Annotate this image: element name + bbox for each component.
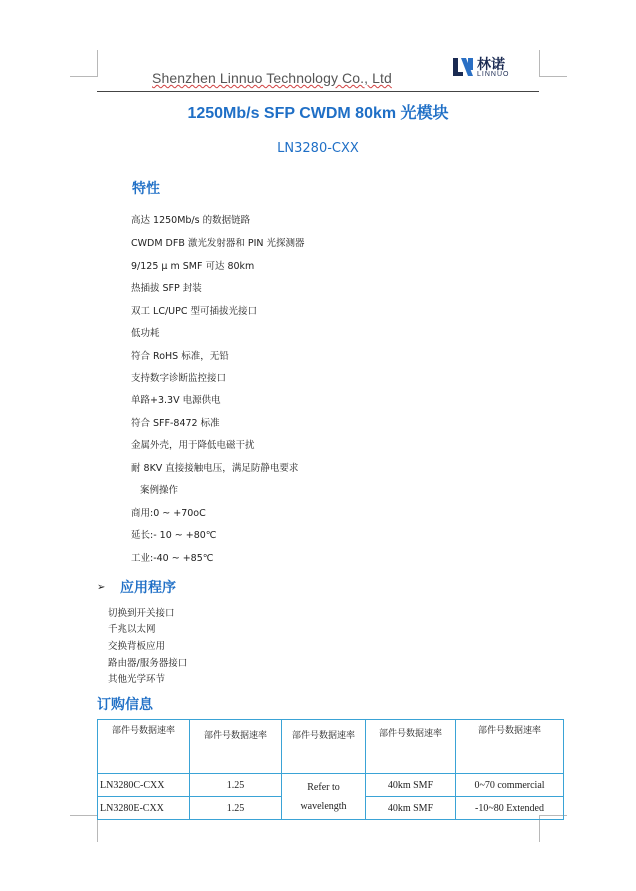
table-row	[98, 774, 564, 797]
feature-item-rohs	[131, 348, 229, 362]
order-table	[97, 719, 564, 820]
table-cell: 1.25	[190, 797, 282, 820]
feature-item: 单路+3.3V 电源供电	[131, 395, 221, 406]
order-info-heading: 订购信息	[97, 697, 153, 713]
table-cell: -10~80 Extended	[456, 797, 564, 820]
applications-heading: 应用程序	[120, 580, 176, 596]
feature-item: 高达 1250Mb/s 的数据链路	[131, 215, 251, 226]
feature-item: 耐 8KV 直接接触电压，满足防静电要求	[131, 463, 299, 474]
table-header-cell: 部件号数据速率	[456, 720, 564, 774]
document-title: 1250Mb/s SFP CWDM 80km 光模块	[187, 105, 449, 122]
company-logo	[452, 55, 524, 81]
linnuo-logo-icon	[452, 55, 474, 79]
table-header-cell: 部件号数据速率	[190, 720, 282, 774]
model-number: LN3280-CXX	[277, 141, 359, 156]
table-cell: 0~70 commercial	[456, 774, 564, 797]
crop-mark	[540, 76, 567, 77]
application-item: 千兆以太网	[108, 624, 156, 635]
crop-mark	[70, 815, 97, 816]
table-cell: 40km SMF	[366, 774, 456, 797]
feature-item: 双工 LC/UPC 型可插拔光接口	[131, 306, 257, 317]
application-item: 交换背板应用	[108, 641, 166, 652]
header-divider	[97, 91, 539, 92]
feature-item: 热插拔 SFP 封装	[131, 283, 202, 294]
table-cell: LN3280E-CXX	[98, 797, 190, 820]
feature-item: 延长:- 10 ~ +80℃	[131, 530, 217, 541]
table-cell-merged	[282, 774, 366, 820]
application-item: 路由器/服务器接口	[108, 658, 188, 669]
feature-item: 工业:-40 ~ +85℃	[131, 553, 214, 564]
application-item: 其他光学环节	[108, 674, 166, 685]
application-item: 切换到开关接口	[108, 608, 175, 619]
logo-chinese-text: 林诺	[477, 57, 505, 73]
table-header-cell: 部件号数据速率	[366, 720, 456, 774]
table-cell: 40km SMF	[366, 797, 456, 820]
table-cell-text: Refer to wavelength	[300, 781, 347, 812]
features-heading: 特性	[132, 181, 160, 197]
crop-mark	[70, 76, 97, 77]
table-header-cell: 部件号数据速率	[98, 720, 190, 774]
crop-mark	[539, 50, 540, 77]
table-header-row	[98, 720, 564, 774]
table-cell: LN3280C-CXX	[98, 774, 190, 797]
feature-item: 低功耗	[131, 328, 160, 339]
table-cell: 1.25	[190, 774, 282, 797]
feature-rohs-text: 符合 RoHS 标准，无铅	[131, 351, 229, 362]
company-name: Shenzhen Linnuo Technology Co., Ltd	[152, 70, 392, 86]
crop-mark	[97, 50, 98, 77]
feature-item: 符合 SFF-8472 标准	[131, 418, 220, 429]
logo-english-text: LINNUO	[477, 71, 510, 78]
feature-item: 案例操作	[131, 485, 179, 496]
arrow-bullet-icon: ➢	[97, 582, 106, 593]
feature-item: 9/125 μ m SMF 可达 80km	[131, 261, 255, 272]
feature-item: 商用:0 ~ +70oC	[131, 508, 206, 519]
feature-item: 金属外壳，用于降低电磁干扰	[131, 440, 255, 451]
feature-item: 支持数字诊断监控接口	[131, 373, 227, 384]
feature-item: CWDM DFB 激光发射器和 PIN 光探测器	[131, 238, 305, 249]
table-header-cell: 部件号数据速率	[282, 720, 366, 774]
